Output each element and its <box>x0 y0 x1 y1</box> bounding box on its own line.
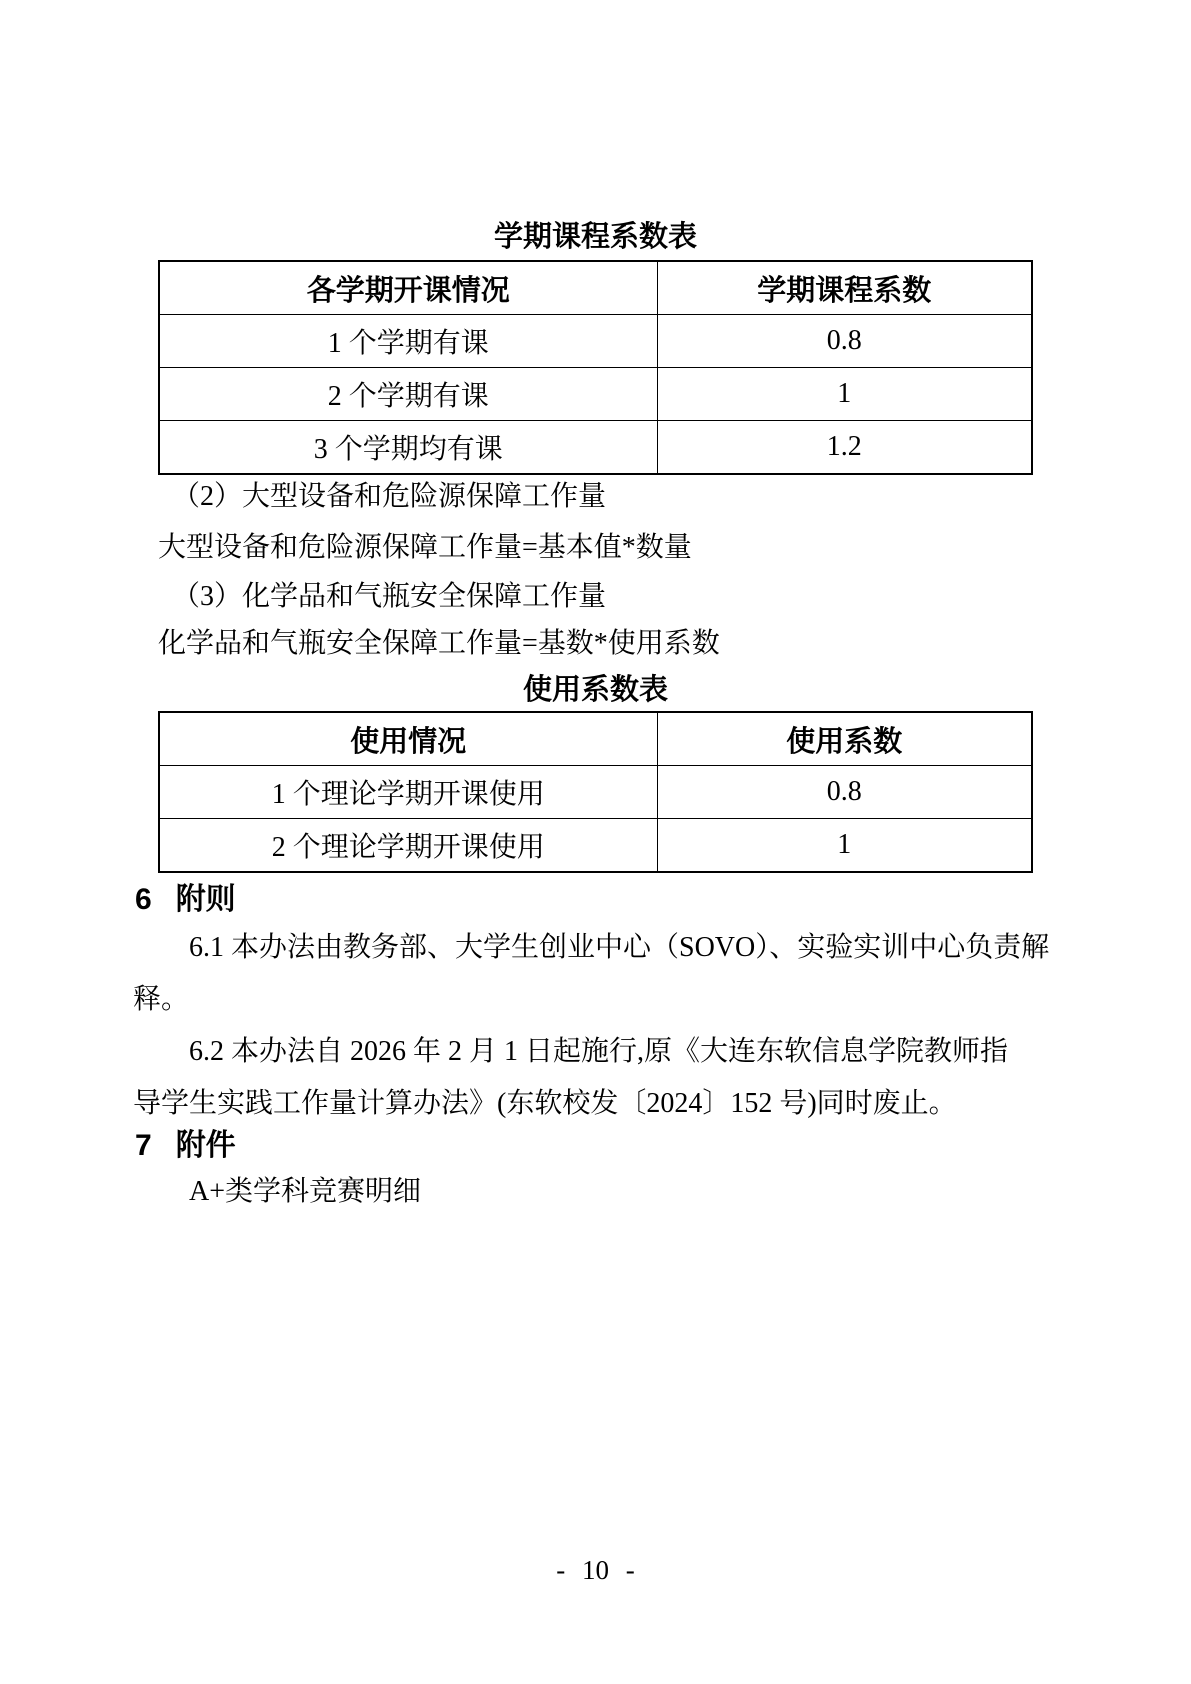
semester-coefficient-table-title: 学期课程系数表 <box>493 221 697 253</box>
table-header-row <box>159 712 1032 766</box>
section-6-number: 6 <box>135 883 152 916</box>
table-row <box>159 368 1032 421</box>
table-cell: 2 个理论学期开课使用 <box>159 819 657 873</box>
section-7-title: 附件 <box>175 1129 236 1162</box>
clause-6-1-line-1: 6.1 本办法由教务部、大学生创业中心（SOVO）、实验实训中心负责解 <box>189 932 1050 963</box>
table-cell: 2 个学期有课 <box>159 368 657 421</box>
table-header-row <box>159 261 1032 315</box>
usage-coefficient-table <box>158 711 1033 873</box>
table-row <box>159 421 1032 475</box>
paragraph-item-3: （3）化学品和气瓶安全保障工作量 <box>172 581 607 612</box>
table-cell: 1 个学期有课 <box>159 315 657 368</box>
paragraph-item-2: （2）大型设备和危险源保障工作量 <box>172 481 607 512</box>
usage-coefficient-table-title: 使用系数表 <box>522 674 668 706</box>
table-header-cell: 使用系数 <box>657 712 1032 766</box>
table-cell: 1 <box>657 368 1032 421</box>
semester-coefficient-table <box>158 260 1033 475</box>
clause-6-2-line-1: 6.2 本办法自 2026 年 2 月 1 日起施行,原《大连东软信息学院教师指 <box>189 1036 1009 1067</box>
table-row <box>159 819 1032 873</box>
paragraph-formula-2: 大型设备和危险源保障工作量=基本值*数量 <box>158 532 692 563</box>
paragraph-formula-3: 化学品和气瓶安全保障工作量=基数*使用系数 <box>158 628 720 659</box>
table-header-cell: 各学期开课情况 <box>159 261 657 315</box>
table-row <box>159 315 1032 368</box>
table-header-cell: 学期课程系数 <box>657 261 1032 315</box>
table-row <box>159 766 1032 819</box>
table-cell: 1.2 <box>657 421 1032 475</box>
section-6-title: 附则 <box>175 883 236 916</box>
section-7-heading <box>135 1128 236 1164</box>
table-cell: 0.8 <box>657 315 1032 368</box>
section-6-heading <box>135 882 236 918</box>
clause-6-1-line-2: 释。 <box>133 984 190 1015</box>
table-cell: 3 个学期均有课 <box>159 421 657 475</box>
table-cell: 0.8 <box>657 766 1032 819</box>
page-number: - 10 - <box>556 1555 635 1585</box>
attachment-detail-line: A+类学科竞赛明细 <box>189 1176 422 1207</box>
section-7-number: 7 <box>135 1129 152 1162</box>
table-cell: 1 个理论学期开课使用 <box>159 766 657 819</box>
table-cell: 1 <box>657 819 1032 873</box>
table-header-cell: 使用情况 <box>159 712 657 766</box>
clause-6-2-line-2: 导学生实践工作量计算办法》(东软校发〔2024〕152 号)同时废止。 <box>133 1088 957 1119</box>
